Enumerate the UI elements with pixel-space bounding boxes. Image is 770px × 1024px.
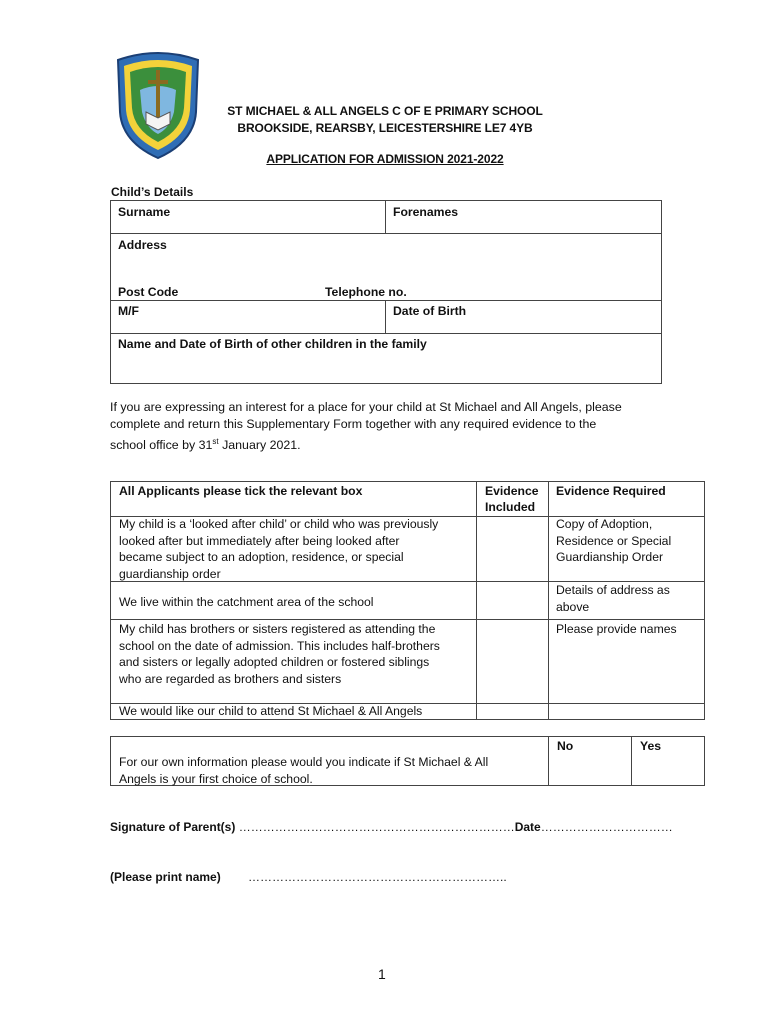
tick-box-siblings[interactable] [476,619,549,704]
telephone-label: Telephone no. [325,285,407,299]
siblings-field[interactable] [110,333,662,384]
mf-field[interactable] [110,300,386,334]
signature-label: Signature of Parent(s) [110,820,236,834]
childs-details-heading: Child’s Details [111,185,194,199]
criteria-row-catchment: We live within the catchment area of the school [110,581,477,620]
address-field[interactable] [110,233,662,301]
school-name: ST MICHAEL & ALL ANGELS C OF E PRIMARY SCHOOL [227,104,543,118]
evidence-looked-after: Copy of Adoption, Residence or Special Guardianship Order [548,516,705,582]
surname-label: Surname [118,205,171,219]
criteria-header-evidence-required: Evidence Required [548,481,705,517]
tick-box-attend[interactable] [476,703,549,720]
criteria-header-applicants: All Applicants please tick the relevant box [110,481,477,517]
evidence-catchment: Details of address as above [548,581,705,620]
form-title: APPLICATION FOR ADMISSION 2021-2022 [266,152,504,166]
surname-field[interactable] [110,200,386,234]
criteria-row-attend: We would like our child to attend St Michael & All Angels [110,703,477,720]
forenames-field[interactable] [385,200,662,234]
print-name-dots: ……………………………………………………….. [248,870,507,884]
print-name-line[interactable] [110,870,221,884]
signature-line[interactable] [110,820,673,834]
address-label: Address [118,238,167,252]
criteria-header-evidence-included: Evidence Included [476,481,549,517]
dob-field[interactable] [385,300,662,334]
criteria-row-siblings: My child has brothers or sisters registered as attending the school on the date of admission. This includes half-brothers and sisters or legally adopted children or fostered siblings who are regarded as brothers and sisters [110,619,477,704]
tick-box-catchment[interactable] [476,581,549,620]
evidence-siblings: Please provide names [548,619,705,704]
mf-label: M/F [118,304,139,318]
signature-dots: …………………………………………………………… [238,820,515,834]
forenames-label: Forenames [393,205,459,219]
dob-label: Date of Birth [393,304,467,318]
criteria-row-looked-after: My child is a ‘looked after child’ or child who was previously looked after but immediately after being looked after became subject to an adoption, residence, or special guardianship order [110,516,477,582]
evidence-attend [548,703,705,720]
intro-line-3: school office by 31st January 2021. [110,437,301,453]
tick-box-looked-after[interactable] [476,516,549,582]
page-number: 1 [378,966,386,982]
post-code-label: Post Code [118,285,179,299]
first-choice-no-box[interactable]: No [548,736,632,786]
date-dots: …………………………… [540,820,673,834]
siblings-label: Name and Date of Birth of other children in the family [118,337,427,351]
intro-line-1: If you are expressing an interest for a place for your child at St Michael and All Angels, please [110,400,622,414]
first-choice-yes-box[interactable]: Yes [631,736,705,786]
first-choice-question: For our own information please would you indicate if St Michael & All Angels is your first choice of school. [110,736,549,786]
print-name-label: (Please print name) [110,870,221,884]
date-label: Date [514,820,541,834]
school-address: BROOKSIDE, REARSBY, LEICESTERSHIRE LE7 4YB [237,121,533,135]
intro-paragraph [110,399,670,454]
intro-line-2: complete and return this Supplementary Form together with any required evidence to the [110,417,597,431]
